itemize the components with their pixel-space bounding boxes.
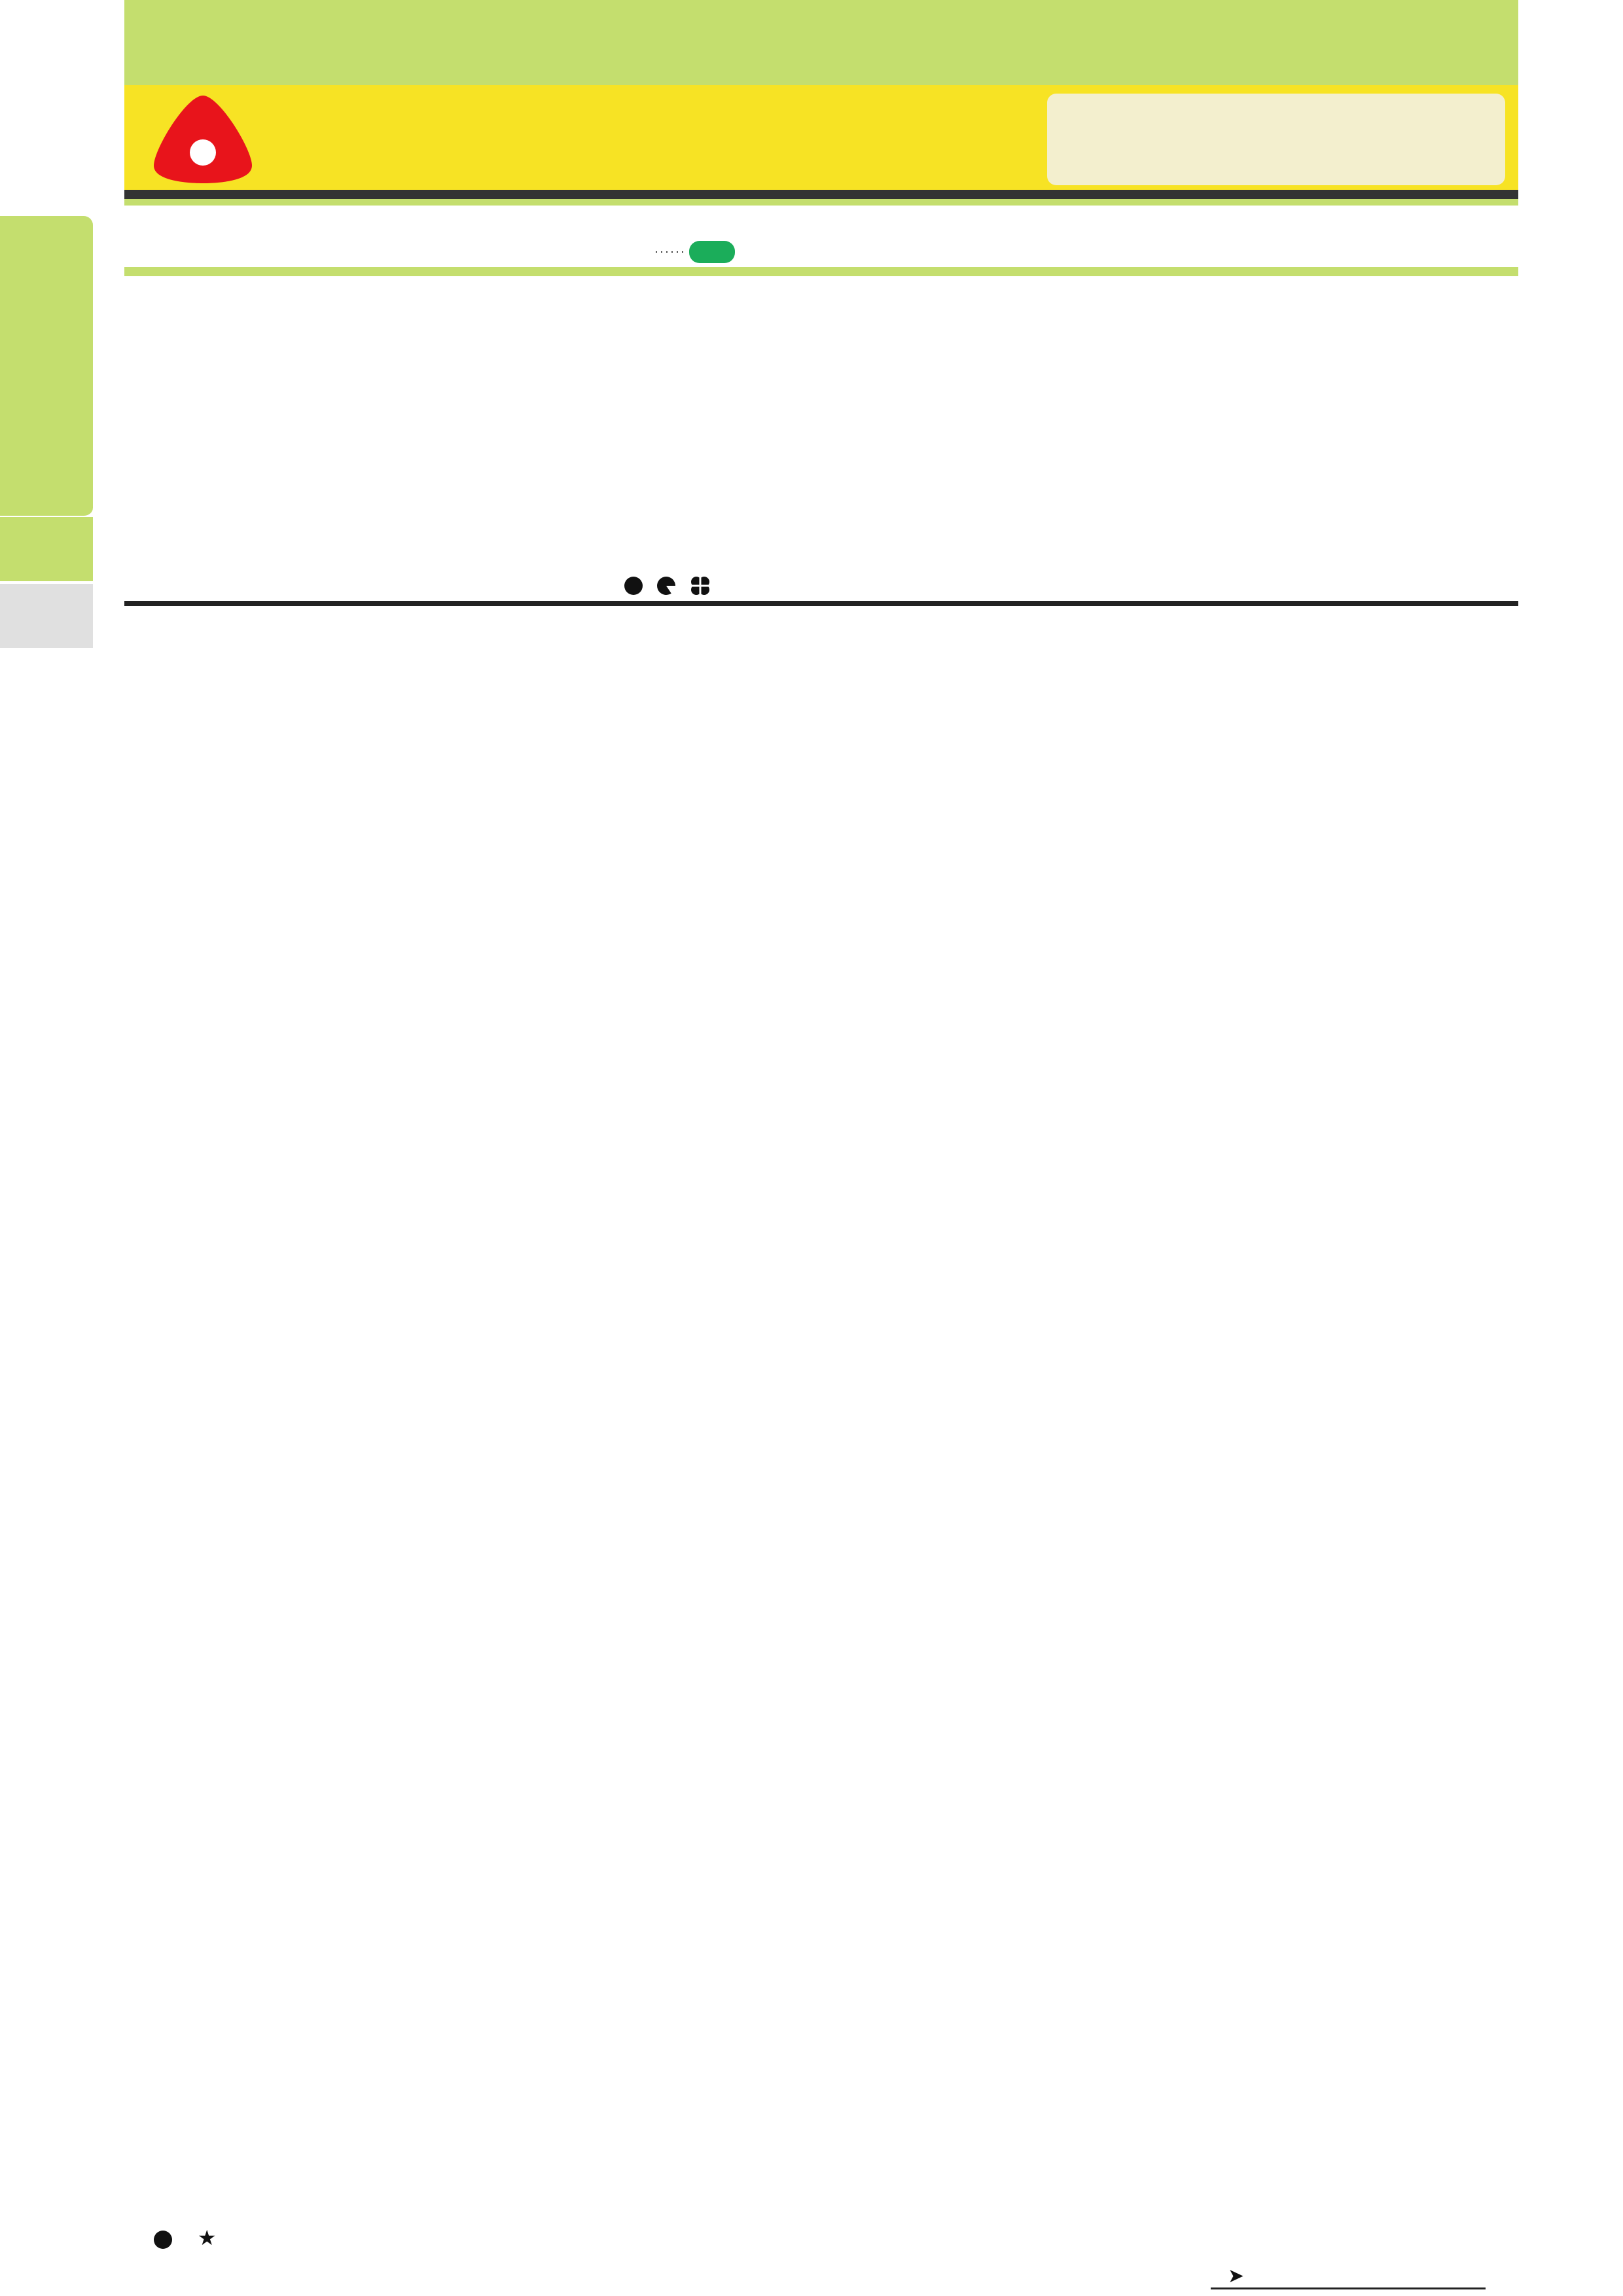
arrow-icon: ➤	[1228, 2265, 1245, 2287]
footer-legend: ★	[154, 2225, 217, 2250]
chipbreaker-link[interactable]	[1211, 2265, 1486, 2289]
